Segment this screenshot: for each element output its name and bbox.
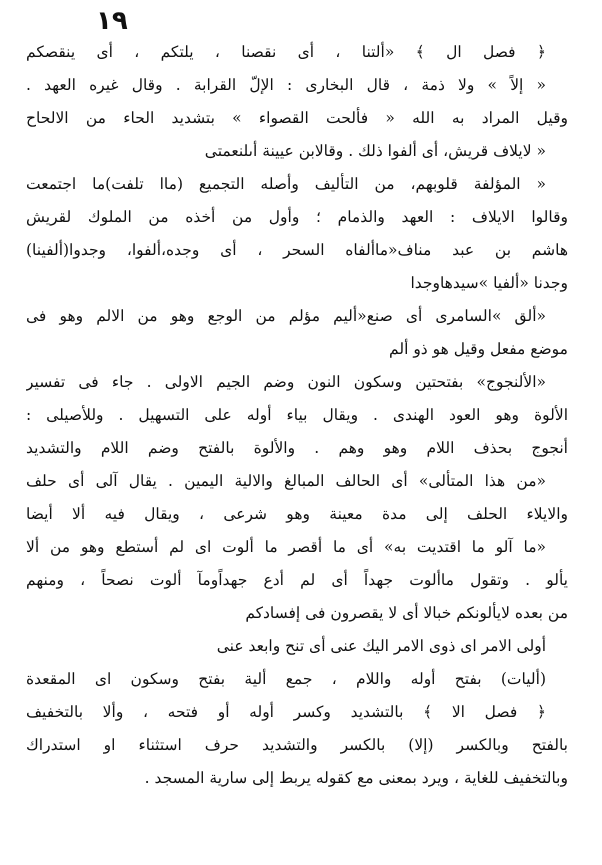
- arabic-text-block: [26, 36, 568, 795]
- text-line: ﴿ فصل ال ﴾ «ألتنا ، أى نقصنا ، يلتكم ، أى ينقصكم: [26, 43, 546, 61]
- text-line: « إلاً » ولا ذمة ، قال البخارى : الإلّ القرابة . وقال غيره العهد .: [26, 76, 546, 94]
- text-line: أولى الامر اى ذوى الامر اليك عنى أى تنح وابعد عنى: [216, 637, 546, 655]
- text-line: من بعده لايألونكم خبالا أى لا يقصرون فى إفسادكم: [245, 604, 568, 622]
- text-line: « المؤلفة قلوبهم، من التأليف وأصله التجميع (ماا تلفت)ما اجتمعت: [26, 175, 546, 193]
- text-line: وبالتخفيف للغاية ، ويرد بمعنى مع كقوله يربط إلى سارية المسجد .: [144, 769, 568, 787]
- text-line: وجدنا «ألفيا »سيدهاوجدا: [410, 274, 568, 292]
- text-line: « لايلاف قريش، أى ألفوا ذلك . وقالابن عيينة أىلنعمتى: [204, 142, 546, 160]
- text-line: «ما آلو ما اقتديت به» أى ما أقصر ما ألوت اى لم أستطع وهو من ألا: [26, 538, 546, 556]
- text-line: والايلاء الحلف إلى مدة معينة وهو شرعى ، ويقال فيه ألا أيضا: [26, 505, 568, 523]
- text-line: الألوة وهو العود الهندى . ويقال بياء أوله على التسهيل . وللأصيلى :: [26, 406, 568, 424]
- text-line: (أليات) بفتح أوله واللام ، جمع ألية بفتح وسكون اى المقعدة: [26, 670, 546, 688]
- text-line: بالفتح وبالكسر (إلا) بالكسر والتشديد حرف استثناء او استدراك: [26, 736, 568, 754]
- text-line: يألو . وتقول ماألوت جهداً أى لم أدع جهداًومآ ألوت نصحاً ، ومنهم: [26, 571, 568, 589]
- text-line: «الألنجوج» بفتحتين وسكون النون وضم الجيم الاولى . جاء فى تفسير: [26, 373, 546, 391]
- text-line: «من هذا المتألى» أى الحالف المبالغ والالية اليمين . يقال آلى أى حلف: [26, 472, 546, 490]
- page-number: ١٩: [96, 6, 128, 36]
- text-line: «ألق »السامرى أى صنع«أليم مؤلم من الوجع وهو من الالم وهو فى: [26, 307, 546, 325]
- text-line: هاشم بن عبد مناف«ماألفاه السحر ، أى وجده،ألفوا، وجدوا(ألفينا): [26, 241, 568, 259]
- text-line: أنجوج بحذف اللام وهو وهم . والألوة بالفتح وضم اللام والتشديد: [26, 439, 568, 457]
- text-line: ﴿ فصل الا ﴾ بالتشديد وكسر أوله أو فتحه ، وألا بالتخفيف: [26, 703, 546, 721]
- text-line: وقيل المراد به الله « فألحت القصواء » بتشديد الحاء من الالحاح: [26, 109, 568, 127]
- text-line: وقالوا الايلاف : العهد والذمام ؛ وأول من أخذه من الملوك لقريش: [26, 208, 568, 226]
- text-line: موضع مفعل وقيل هو ذو ألم: [389, 340, 568, 358]
